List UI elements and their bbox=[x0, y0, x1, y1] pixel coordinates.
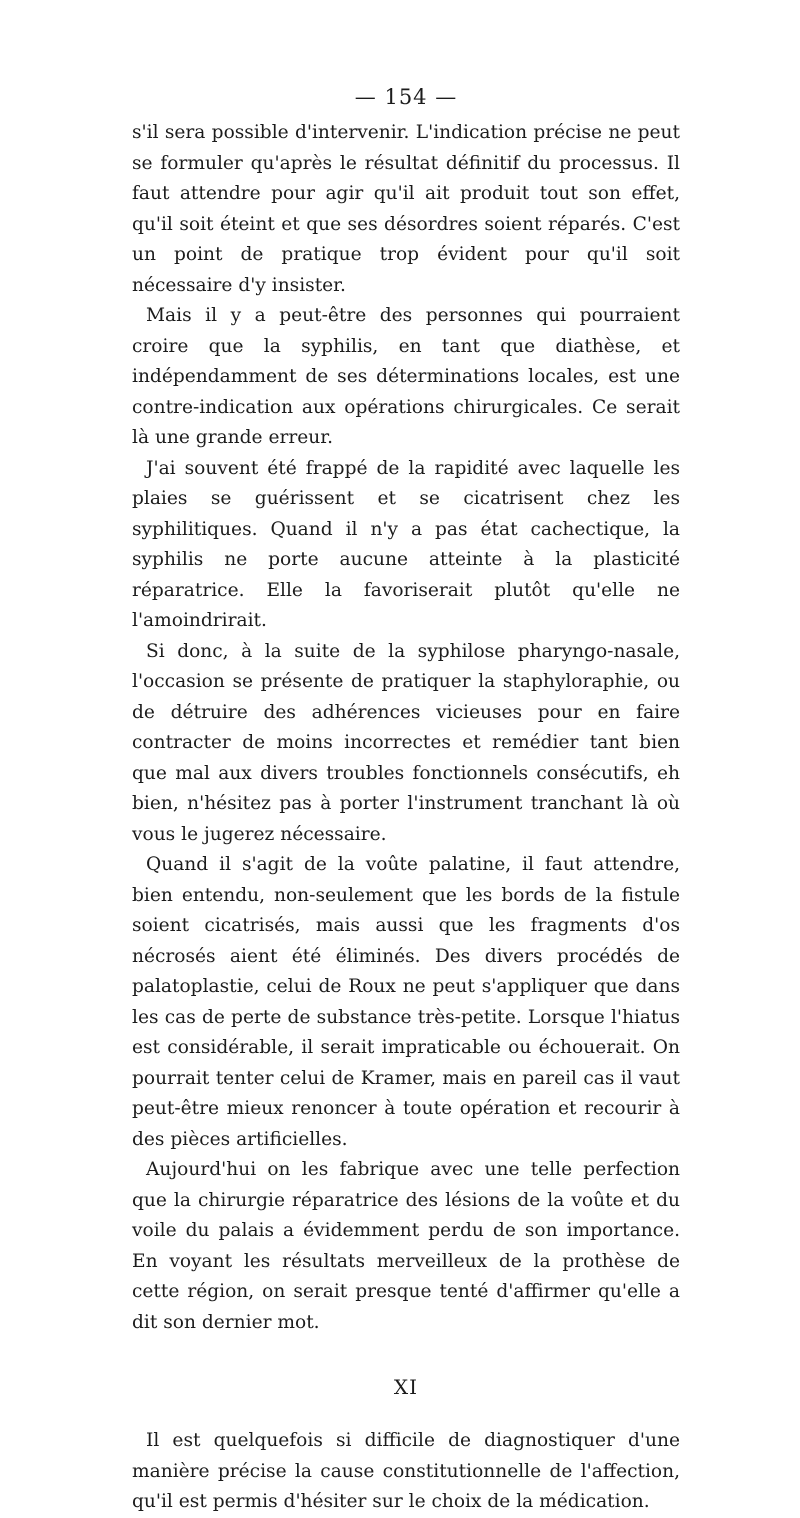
page-number: — 154 — bbox=[354, 85, 458, 109]
book-page bbox=[132, 82, 680, 1518]
section-heading: XI bbox=[393, 1375, 419, 1399]
paragraph-palatine-vault: Quand il s'agit de la voûte palatine, il faut attendre, bien entendu, non-seulement que les bords de la fistule soient cicatrisés, mais aussi que les fragments d'os nécrosés aient été éliminés. Des divers procédés de palatoplastie, celui de Roux ne peut s'appliquer que dans les cas de perte de substance très-petite. Lorsque l'hiatus est considérable, il serait impraticable ou échouerait. On pourrait tenter celui de Kramer, mais en pareil cas il vaut peut-être mieux renoncer à toute opération et recourir à des pièces artificielles. bbox=[132, 854, 680, 1150]
paragraph-syphilis-contraindication: Mais il y a peut-être des personnes qui pourraient croire que la syphilis, en tant que diathèse, et indépendamment de ses déterminations locales, est une contre-indication aux opérations chirurgicales. Ce serait là une grande erreur. bbox=[132, 305, 680, 448]
paragraph-continuation: s'il sera possible d'intervenir. L'indication précise ne peut se formuler qu'après le résultat définitif du processus. Il faut attendre pour agir qu'il ait produit tout son effet, qu'il soit éteint et que ses désordres soient réparés. C'est un point de pratique trop évident pour qu'il soit nécessaire d'y insister. bbox=[132, 122, 680, 296]
paragraph-diagnosis: Il est quelquefois si difficile de diagnostiquer d'une manière précise la cause constitutionnelle de l'affection, qu'il est permis d'hésiter sur le choix de la médication. bbox=[132, 1430, 680, 1512]
paragraph-staphyloraphy: Si donc, à la suite de la syphilose pharyngo-nasale, l'occasion se présente de pratiquer la staphyloraphie, ou de détruire des adhérences vicieuses pour en faire contracter de moins incorrectes et remédier tant bien que mal aux divers troubles fonctionnels consécutifs, eh bien, n'hésitez pas à porter l'instrument tranchant là où vous le jugerez nécessaire. bbox=[132, 640, 680, 845]
paragraph-healing: J'ai souvent été frappé de la rapidité avec laquelle les plaies se guérissent et se cicatrisent chez les syphilitiques. Quand il n'y a pas état cachectique, la syphilis ne porte aucune atteinte à la plasticité réparatrice. Elle la favoriserait plutôt qu'elle ne l'amoindrirait. bbox=[132, 457, 680, 631]
paragraph-prosthesis: Aujourd'hui on les fabrique avec une telle perfection que la chirurgie réparatrice des lésions de la voûte et du voile du palais a évidemment perdu de son importance. En voyant les résultats merveilleux de la prothèse de cette région, on serait presque tenté d'affirmer qu'elle a dit son dernier mot. bbox=[132, 1159, 680, 1333]
